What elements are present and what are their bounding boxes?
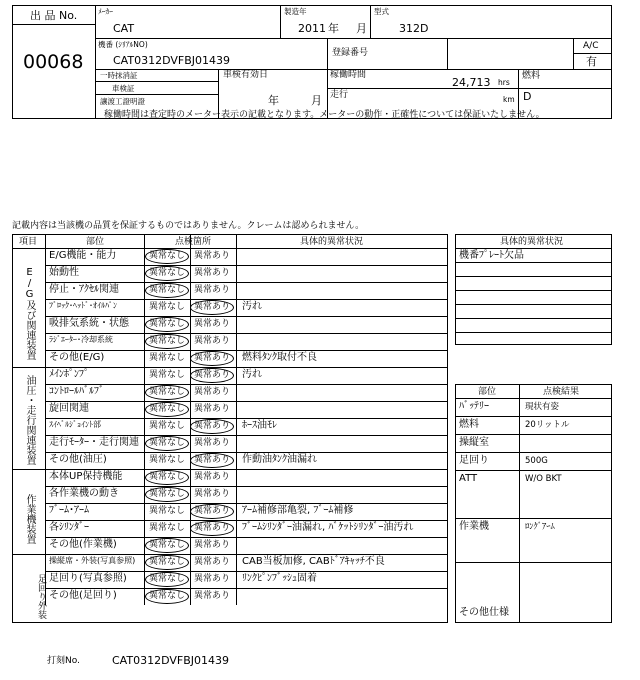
table-row xyxy=(45,588,448,605)
side-result-part: 作業機 xyxy=(459,521,489,532)
year-label: 製造年 xyxy=(284,7,307,16)
item-no-label: 出 品 No. xyxy=(30,9,78,22)
row-detail: 作動油ﾀﾝｸ油漏れ xyxy=(242,454,317,465)
inspect-year: 年 xyxy=(268,94,279,107)
row-part-label: 各ｼﾘﾝﾀﾞｰ xyxy=(49,522,89,533)
selection-circle xyxy=(190,368,234,383)
side-result-part: 操縦室 xyxy=(459,437,489,448)
check-option-normal[interactable]: 異常なし xyxy=(149,489,186,499)
row-detail: ｱｰﾑ補修部亀裂, ﾌﾞｰﾑ補修 xyxy=(242,505,354,516)
col-header-check: 点検箇所 xyxy=(175,237,212,247)
check-option-normal[interactable]: 異常なし xyxy=(149,268,186,278)
maker-value: CAT xyxy=(113,22,135,35)
row-part-label: 停止・ｱｸｾﾙ関連 xyxy=(49,284,119,295)
check-option-normal[interactable]: 異常なし xyxy=(149,251,186,261)
selection-circle xyxy=(145,555,189,570)
table-row xyxy=(45,435,448,452)
check-option-abnormal[interactable]: 異常あり xyxy=(194,421,231,431)
serial-value: CAT0312DVFBJ01439 xyxy=(113,54,230,67)
table-row xyxy=(45,469,448,486)
hours-unit: hrs xyxy=(498,78,510,87)
check-option-normal[interactable]: 異常なし xyxy=(149,574,186,584)
side-result-part: 燃料 xyxy=(459,419,479,430)
check-option-abnormal[interactable]: 異常あり xyxy=(194,540,231,550)
table-row xyxy=(45,265,448,282)
row-part-label: 始動性 xyxy=(49,267,79,278)
side-abnormal-header: 具体的異常状況 xyxy=(500,237,564,247)
col-header-part: 部位 xyxy=(86,237,105,247)
table-row xyxy=(45,418,448,435)
cert-label-1: 一時抹消証 xyxy=(100,71,138,80)
row-part-label: 各作業機の動き xyxy=(49,488,119,499)
hours-note: 稼働時間は査定時のメーター表示の記載となります。メーターの動作・正確性については保証いたしません。 xyxy=(104,110,545,120)
table-row xyxy=(45,503,448,520)
stamp-value: CAT0312DVFBJ01439 xyxy=(112,654,229,667)
side-result-value: 500G xyxy=(525,456,548,466)
row-part-label: 本体UP保持機能 xyxy=(49,471,123,482)
check-option-normal[interactable]: 異常なし xyxy=(149,438,186,448)
side-result-value: 現状有姿 xyxy=(525,402,560,412)
side-result-part: ATT xyxy=(459,473,478,484)
inspect-label: 車検有効日 xyxy=(223,70,269,80)
check-option-abnormal[interactable]: 異常あり xyxy=(194,251,231,261)
row-part-label: その他(作業機) xyxy=(49,539,117,550)
check-option-normal[interactable]: 異常なし xyxy=(149,319,186,329)
mileage-unit: km xyxy=(503,95,515,104)
side-result-part: ﾊﾞｯﾃﾘｰ xyxy=(459,401,489,412)
check-option-normal[interactable]: 異常なし xyxy=(149,336,186,346)
table-row xyxy=(45,350,448,367)
table-row xyxy=(45,367,448,384)
row-part-label: E/G機能・能力 xyxy=(49,250,117,261)
row-detail: ﾘﾝｸﾋﾟﾝﾌﾞｯｼｭ固着 xyxy=(242,573,317,584)
table-row xyxy=(45,452,448,469)
check-option-normal[interactable]: 異常なし xyxy=(149,302,186,312)
hours-label: 稼働時間 xyxy=(330,70,367,80)
row-part-label: ﾗｼﾞｴｰﾀｰ･冷却系統 xyxy=(49,335,113,344)
check-option-normal[interactable]: 異常なし xyxy=(149,540,186,550)
side-result-value: ﾛﾝｸﾞｱｰﾑ xyxy=(525,522,555,532)
maker-label: ﾒｰｶｰ xyxy=(98,7,113,16)
selection-circle xyxy=(145,436,189,451)
check-option-normal[interactable]: 異常なし xyxy=(149,591,186,601)
row-part-label: ﾒｲﾝﾎﾟﾝﾌﾟ xyxy=(49,369,89,380)
check-option-normal[interactable]: 異常なし xyxy=(149,387,186,397)
table-row xyxy=(45,554,448,571)
check-option-normal[interactable]: 異常なし xyxy=(149,370,186,380)
side-result-value: 20リットル xyxy=(525,420,570,430)
check-option-normal[interactable]: 異常なし xyxy=(149,506,186,516)
table-row xyxy=(45,571,448,588)
month-unit: 月 xyxy=(356,22,367,35)
selection-circle xyxy=(145,589,189,604)
row-detail: ﾌﾞｰﾑｼﾘﾝﾀﾞｰ油漏れ, ﾊﾞｹｯﾄｼﾘﾝﾀﾞｰ油汚れ xyxy=(242,522,414,533)
table-row xyxy=(45,520,448,537)
ac-label: A/C xyxy=(583,41,599,51)
check-option-normal[interactable]: 異常なし xyxy=(149,523,186,533)
check-option-abnormal[interactable]: 異常あり xyxy=(194,472,231,482)
check-option-abnormal[interactable]: 異常あり xyxy=(194,387,231,397)
selection-circle xyxy=(145,572,189,587)
row-detail: CAB当板加修, CABﾄﾞｱｷｬｯﾁ不良 xyxy=(242,556,385,567)
row-part-label: ﾌﾞﾛｯｸ･ﾍｯﾄﾞ･ｵｲﾙﾊﾟﾝ xyxy=(49,301,117,310)
model-label: 型式 xyxy=(374,7,389,16)
side-result-part: その他仕様 xyxy=(459,607,509,618)
check-option-abnormal[interactable]: 異常あり xyxy=(194,438,231,448)
side-result-part: 足回り xyxy=(459,455,489,466)
row-part-label: 旋回関連 xyxy=(49,403,89,414)
fuel-label: 燃料 xyxy=(522,71,541,81)
selection-circle xyxy=(145,266,189,281)
side-result-value: W/O BKT xyxy=(525,474,562,484)
row-detail: ﾎｰｽ油ﾓﾚ xyxy=(242,420,277,431)
group-title-engine: E/G及び関連装置 xyxy=(24,267,35,360)
check-option-abnormal[interactable]: 異常あり xyxy=(194,285,231,295)
check-option-abnormal[interactable]: 異常あり xyxy=(194,319,231,329)
row-part-label: ﾌﾞｰﾑ･ｱｰﾑ xyxy=(49,505,89,516)
table-row xyxy=(45,299,448,316)
check-option-abnormal[interactable]: 異常あり xyxy=(194,574,231,584)
check-option-abnormal[interactable]: 異常あり xyxy=(194,591,231,601)
check-option-abnormal[interactable]: 異常あり xyxy=(194,506,231,516)
selection-circle xyxy=(145,334,189,349)
group-title-hydraulic: 油圧・走行関連装置 xyxy=(24,375,35,465)
item-no: 00068 xyxy=(23,51,84,73)
selection-circle xyxy=(190,300,234,315)
side-abnormal-row: 機番ﾌﾟﾚｰﾄ欠品 xyxy=(459,250,524,261)
row-part-label: 吸排気系統・状態 xyxy=(49,318,129,329)
check-option-normal[interactable]: 異常なし xyxy=(149,421,186,431)
row-detail: 汚れ xyxy=(242,301,262,312)
selection-circle xyxy=(145,385,189,400)
row-part-label: 走行ﾓｰﾀｰ・走行関連 xyxy=(49,437,139,448)
mileage-label: 走行 xyxy=(330,90,349,100)
check-option-abnormal[interactable]: 異常あり xyxy=(194,455,231,465)
table-row xyxy=(45,248,448,265)
cert-label-3: 讓渡工證明證 xyxy=(100,97,145,106)
check-option-normal[interactable]: 異常なし xyxy=(149,285,186,295)
table-row xyxy=(45,486,448,503)
serial-label: 機番 (ｼﾘｱﾙNO) xyxy=(98,40,148,49)
row-part-label: 足回り(写真参照) xyxy=(49,573,127,584)
table-row xyxy=(45,333,448,350)
ac-value: 有 xyxy=(586,55,597,68)
check-option-abnormal[interactable]: 異常あり xyxy=(194,404,231,414)
check-option-abnormal[interactable]: 異常あり xyxy=(194,336,231,346)
check-option-normal[interactable]: 異常なし xyxy=(149,455,186,465)
side-result-header-result: 点検結果 xyxy=(543,387,580,397)
selection-circle xyxy=(145,402,189,417)
check-option-abnormal[interactable]: 異常あり xyxy=(194,353,231,363)
selection-circle xyxy=(145,470,189,485)
group-title-undercarriage: 足回り外装 xyxy=(36,574,46,619)
side-result-header-part: 部位 xyxy=(478,387,497,397)
check-option-normal[interactable]: 異常なし xyxy=(149,404,186,414)
selection-circle xyxy=(145,487,189,502)
check-option-abnormal[interactable]: 異常あり xyxy=(194,523,231,533)
fuel-value: D xyxy=(523,90,532,103)
hours-value: 24,713 xyxy=(452,76,491,89)
selection-circle xyxy=(145,283,189,298)
check-option-normal[interactable]: 異常なし xyxy=(149,557,186,567)
group-title-attachment: 作業機装置 xyxy=(24,494,35,544)
selection-circle xyxy=(190,351,234,366)
reg-label: 登録番号 xyxy=(332,48,369,58)
selection-circle xyxy=(190,419,234,434)
check-option-normal[interactable]: 異常なし xyxy=(149,353,186,363)
selection-circle xyxy=(190,504,234,519)
year-unit: 年 xyxy=(328,22,339,35)
year-value: 2011 xyxy=(298,22,326,35)
table-row xyxy=(45,537,448,554)
table-row xyxy=(45,401,448,418)
check-option-abnormal[interactable]: 異常あり xyxy=(194,489,231,499)
check-option-abnormal[interactable]: 異常あり xyxy=(194,302,231,312)
cert-label-2: 車検証 xyxy=(112,84,135,93)
col-header-item: 項目 xyxy=(19,237,38,247)
check-option-abnormal[interactable]: 異常あり xyxy=(194,370,231,380)
row-detail: 汚れ xyxy=(242,369,262,380)
selection-circle xyxy=(145,249,189,264)
table-row xyxy=(45,282,448,299)
row-part-label: ｺﾝﾄﾛｰﾙﾊﾞﾙﾌﾞ xyxy=(49,386,104,397)
inspect-month: 月 xyxy=(311,94,322,107)
selection-circle xyxy=(145,317,189,332)
selection-circle xyxy=(190,521,234,536)
check-option-normal[interactable]: 異常なし xyxy=(149,472,186,482)
col-header-detail: 具体的異常状況 xyxy=(300,237,364,247)
selection-circle xyxy=(190,453,234,468)
row-part-label: その他(足回り) xyxy=(49,590,117,601)
row-part-label: その他(E/G) xyxy=(49,352,105,363)
row-part-label: その他(油圧) xyxy=(49,454,107,465)
table-row xyxy=(45,316,448,333)
check-option-abnormal[interactable]: 異常あり xyxy=(194,268,231,278)
row-part-label: ｽｲﾍﾞﾙｼﾞｮｲﾝﾄ部 xyxy=(49,420,101,429)
row-part-label: 操縦席・外装(写真参照) xyxy=(49,556,136,565)
model-value: 312D xyxy=(399,22,429,35)
table-row xyxy=(45,384,448,401)
selection-circle xyxy=(145,538,189,553)
check-option-abnormal[interactable]: 異常あり xyxy=(194,557,231,567)
quality-note: 記載内容は当該機の品質を保証するものではありません。クレームは認められません。 xyxy=(12,221,365,231)
stamp-label: 打刻No. xyxy=(47,656,80,666)
row-detail: 燃料ﾀﾝｸ取付不良 xyxy=(242,352,317,363)
